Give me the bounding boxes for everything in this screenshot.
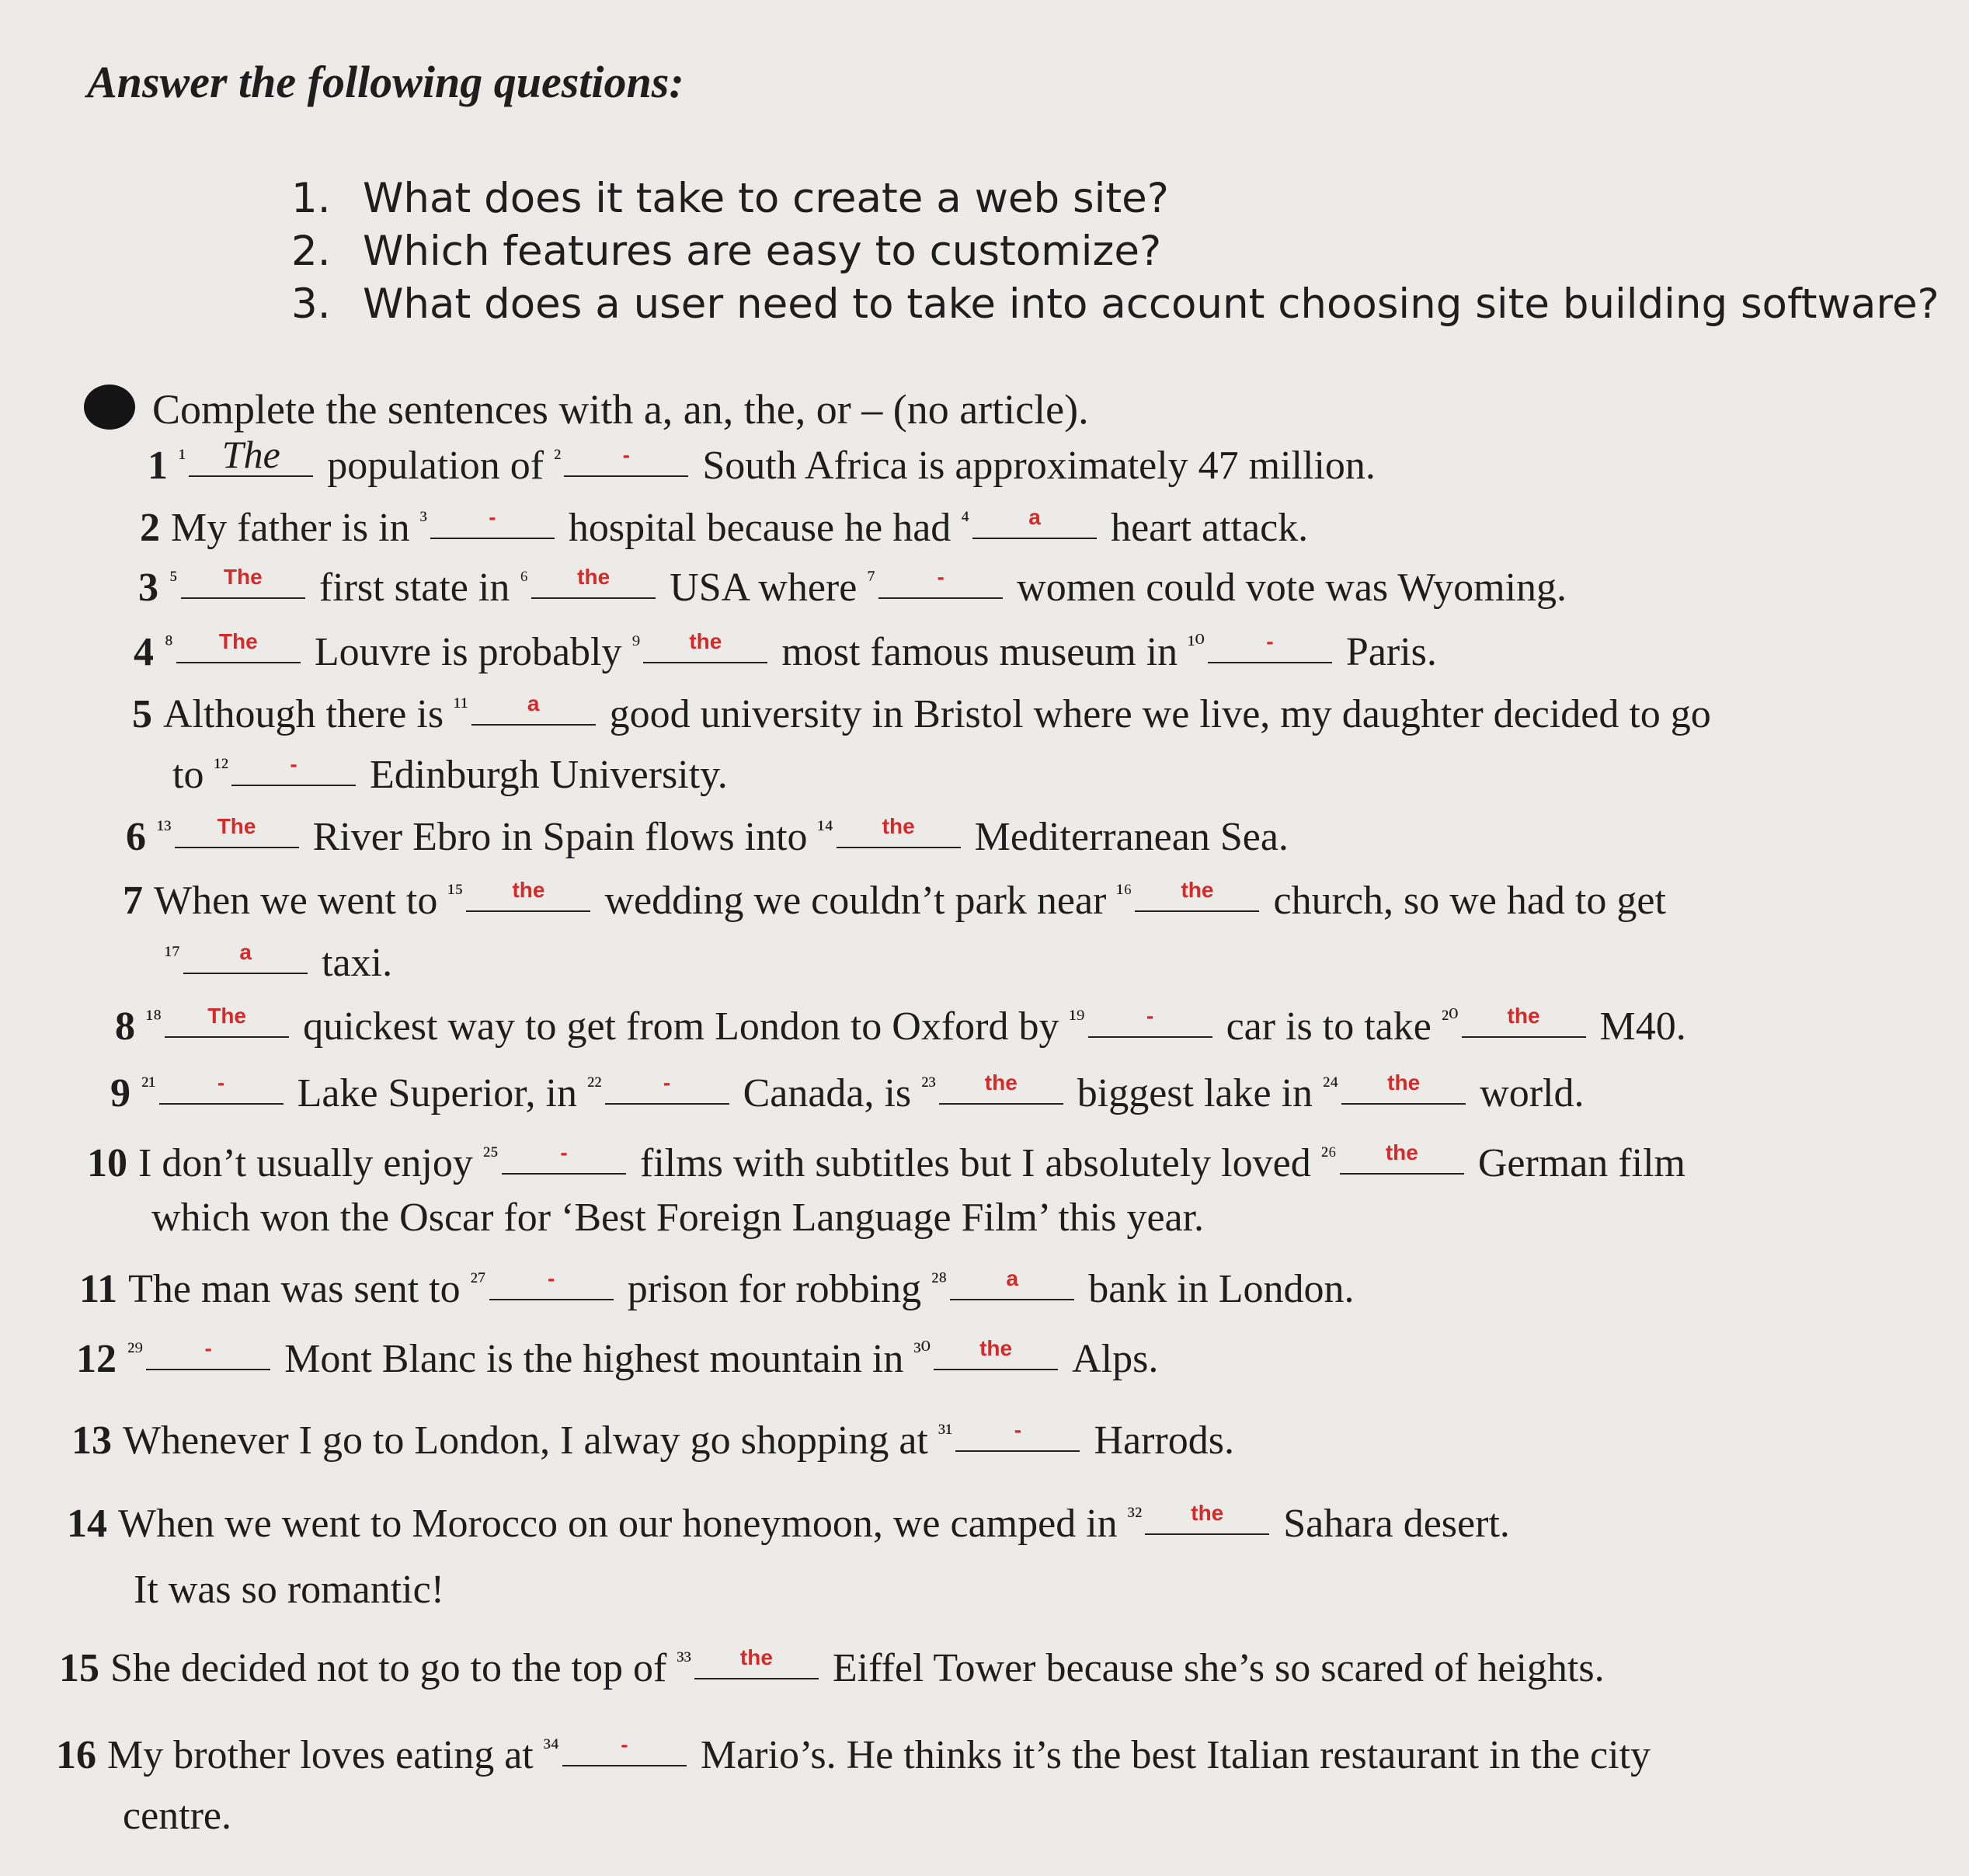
sentence-text: biggest lake in: [1077, 1071, 1324, 1116]
sentence-text: Eiffel Tower because she’s so scared of heights.: [832, 1646, 1605, 1690]
gap-number: ¹⁶: [1116, 879, 1132, 906]
sentence-text: Lake Superior, in: [297, 1071, 587, 1116]
sentence-text: Mario’s. He thinks it’s the best Italian restaurant in the city: [700, 1733, 1651, 1777]
gap-number: ³¹: [938, 1418, 953, 1446]
answer-text: a: [239, 940, 252, 964]
answer-text: -: [489, 505, 496, 529]
answer-text: the: [689, 629, 722, 653]
gap-number: ¹⁸: [146, 1004, 162, 1032]
item-number: 15: [59, 1646, 99, 1690]
sentence-text: German film: [1477, 1141, 1685, 1185]
answer-blank: [231, 752, 356, 786]
sentence-text: population of: [327, 444, 555, 488]
black-circle-bullet-icon: [84, 385, 135, 430]
answer-text: -: [560, 1140, 568, 1164]
exercise-line: [172, 752, 728, 798]
answer-blank: [643, 629, 767, 663]
exercise-line: [76, 1336, 1158, 1382]
sentence-text: which won the Oscar for ‘Best Foreign Language Film’ this year.: [151, 1196, 1205, 1240]
exercise-line: [140, 505, 1308, 551]
answer-blank: [430, 505, 555, 539]
sentence-text: She decided not to go to the top of: [110, 1646, 677, 1690]
gap-number: ⁹: [631, 630, 641, 657]
item-number: 16: [56, 1733, 96, 1777]
answer-text: the: [1385, 1140, 1418, 1164]
sentence-text: quickest way to get from London to Oxford by: [303, 1004, 1070, 1049]
sentence-text: to: [172, 753, 214, 797]
gap-number: ²: [554, 444, 562, 471]
exercise-line: [67, 1501, 1510, 1547]
answer-text: the: [739, 1645, 773, 1669]
exercise-line: [134, 629, 1437, 675]
answer-text: The: [218, 629, 258, 653]
sentence-text: I don’t usually enjoy: [138, 1141, 483, 1185]
answer-text: a: [1006, 1266, 1018, 1290]
item-number: 10: [87, 1141, 127, 1185]
gap-number: ¹⁴: [817, 815, 833, 842]
gap-number: ¹⁹: [1069, 1004, 1085, 1032]
answer-blank: [146, 1336, 270, 1370]
question-text: Which features are easy to customize?: [363, 228, 1162, 275]
sentence-text: films with subtitles but I absolutely loved: [640, 1141, 1321, 1185]
sentence-text: Alps.: [1072, 1337, 1159, 1381]
sentence-text: When we went to: [154, 879, 448, 923]
answer-text: the: [577, 565, 611, 589]
answer-blank: [1145, 1501, 1269, 1535]
sentence-text: Whenever I go to London, I alway go shopping at: [123, 1418, 938, 1463]
sentence-text: My brother loves eating at: [107, 1733, 544, 1777]
answer-blank: [189, 433, 313, 477]
sentence-text: bank in London.: [1088, 1267, 1355, 1311]
sentence-text: car is to take: [1226, 1004, 1442, 1049]
exercise-line: [115, 1004, 1686, 1049]
sentence-text: Louvre is probably: [314, 630, 632, 674]
gap-number: ¹⁷: [165, 941, 181, 968]
exercise-line: [71, 1418, 1234, 1464]
exercise-line: [123, 878, 1666, 924]
answer-blank: [531, 565, 656, 599]
sentence-text: My father is in: [171, 506, 420, 550]
sentence-text: church, so we had to get: [1273, 879, 1666, 923]
gap-number: ²⁵: [482, 1141, 499, 1168]
answer-blank: [694, 1645, 819, 1679]
answer-text: -: [622, 443, 630, 467]
exercise-line: [56, 1732, 1651, 1778]
gap-number: ⁴: [961, 506, 970, 533]
answer-text: the: [512, 878, 545, 902]
item-number: 13: [71, 1418, 112, 1463]
gap-number: ⁶: [520, 566, 529, 593]
gap-number: ²⁸: [931, 1267, 948, 1294]
answer-text: the: [1507, 1004, 1540, 1028]
answer-text: the: [984, 1070, 1018, 1095]
gap-number: ²³: [921, 1071, 936, 1098]
answer-blank: [165, 1004, 289, 1038]
exercise-line: [87, 1140, 1685, 1186]
gap-number: ¹²: [214, 753, 229, 780]
answer-blank: [1340, 1140, 1464, 1175]
sentence-text: Harrods.: [1094, 1418, 1234, 1463]
gap-number: ²²: [586, 1071, 602, 1098]
answer-blank: [950, 1266, 1074, 1300]
answer-blank: [159, 1070, 284, 1105]
gap-number: ²⁹: [127, 1337, 144, 1364]
exercise-line: [148, 433, 1376, 489]
gap-number: ¹: [179, 444, 186, 471]
answer-blank: [181, 565, 305, 599]
answer-blank: [489, 1266, 614, 1300]
question-item: [291, 228, 1939, 280]
answer-blank: [176, 629, 301, 663]
sentence-text: women could vote was Wyoming.: [1017, 566, 1567, 610]
gap-number: ³: [419, 506, 427, 533]
sentence-text: taxi.: [322, 941, 393, 985]
question-number: 2.: [291, 228, 331, 275]
answer-blank: [562, 1732, 687, 1766]
question-item: [291, 175, 1939, 228]
answer-text: the: [1181, 878, 1214, 902]
answer-text: -: [548, 1266, 555, 1290]
answer-blank: [502, 1140, 626, 1175]
sentence-text: The man was sent to: [128, 1267, 471, 1311]
answer-blank: [564, 443, 688, 477]
question-item: [291, 280, 1939, 333]
gap-number: ³⁴: [543, 1733, 559, 1760]
exercise-line: [134, 1567, 444, 1613]
gap-number: ¹³: [157, 815, 172, 842]
item-number: 12: [76, 1337, 117, 1381]
answer-text: a: [527, 691, 540, 715]
answer-blank: [939, 1070, 1063, 1105]
sentence-text: Although there is: [163, 692, 454, 736]
sentence-text: hospital because he had: [568, 506, 962, 550]
answer-text: -: [204, 1336, 212, 1360]
gap-number: ²⁰: [1441, 1004, 1459, 1032]
answer-text: a: [1028, 505, 1041, 529]
item-number: 9: [110, 1071, 130, 1116]
answer-text: the: [1387, 1070, 1421, 1095]
sentence-text: Canada, is: [743, 1071, 922, 1116]
gap-number: ²⁴: [1323, 1071, 1339, 1098]
item-number: 6: [126, 815, 146, 859]
answer-text: -: [621, 1732, 628, 1756]
answer-text: The: [207, 1004, 246, 1028]
answer-text: -: [217, 1070, 225, 1095]
question-text: What does a user need to take into account choosing site building software?: [363, 280, 1939, 328]
sentence-text: centre.: [123, 1794, 232, 1838]
sentence-text: River Ebro in Spain flows into: [312, 815, 818, 859]
answer-blank: [471, 691, 596, 726]
exercise-line: [132, 691, 1711, 737]
item-number: 8: [115, 1004, 135, 1049]
exercise-line: [126, 814, 1289, 860]
exercise-instruction-row: [84, 385, 1089, 433]
gap-number: ¹⁰: [1188, 630, 1205, 657]
answer-text: -: [1266, 629, 1274, 653]
sentence-text: heart attack.: [1111, 506, 1309, 550]
answer-text: -: [663, 1070, 671, 1095]
item-number: 4: [134, 630, 154, 674]
answer-blank: [878, 565, 1003, 599]
exercise-line: [151, 1195, 1204, 1241]
item-number: 7: [123, 879, 143, 923]
question-number: 1.: [291, 175, 331, 222]
item-number: 11: [79, 1267, 118, 1311]
answer-blank: [1208, 629, 1332, 663]
gap-number: ⁷: [867, 566, 876, 593]
question-number: 3.: [291, 280, 331, 328]
item-number: 5: [132, 692, 152, 736]
item-number: 14: [67, 1502, 107, 1546]
gap-number: ²¹: [141, 1071, 156, 1098]
answer-text: the: [882, 814, 915, 838]
exercise-line: [123, 1793, 231, 1839]
sentence-text: It was so romantic!: [134, 1568, 445, 1612]
answer-text: -: [290, 752, 297, 776]
answer-text: The: [217, 814, 256, 838]
answer-text: -: [937, 565, 944, 589]
sentence-text: South Africa is approximately 47 million.: [702, 444, 1376, 488]
sentence-text: Mediterranean Sea.: [974, 815, 1289, 859]
exercise-instruction: Complete the sentences with a, an, the, or – (no article).: [152, 386, 1089, 433]
gap-number: ³⁰: [913, 1337, 931, 1364]
sentence-text: wedding we couldn’t park near: [604, 879, 1117, 923]
answer-blank: [972, 505, 1097, 539]
gap-number: ⁸: [165, 630, 173, 657]
answer-blank: [1088, 1004, 1212, 1038]
exercise-line: [165, 940, 392, 986]
handwritten-answer: The: [221, 433, 280, 476]
sentence-text: world.: [1480, 1071, 1585, 1116]
gap-number: ³³: [677, 1646, 691, 1673]
answer-blank: [605, 1070, 729, 1105]
exercise-line: [138, 565, 1567, 611]
answer-text: the: [1191, 1501, 1224, 1525]
answer-blank: [837, 814, 961, 848]
item-number: 3: [138, 566, 158, 610]
question-text: What does it take to create a web site?: [363, 175, 1169, 222]
exercise-line: [59, 1645, 1605, 1691]
item-number: 1: [148, 444, 168, 488]
answer-blank: [175, 814, 299, 848]
answer-text: -: [1014, 1418, 1022, 1442]
gap-number: ¹⁵: [447, 879, 464, 906]
sentence-text: When we went to Morocco on our honeymoon, we camped in: [118, 1502, 1128, 1546]
answer-blank: [1462, 1004, 1586, 1038]
sentence-text: prison for robbing: [627, 1267, 932, 1311]
sentence-text: good university in Bristol where we live, my daughter decided to go: [609, 692, 1711, 736]
page-heading: Answer the following questions:: [87, 57, 684, 107]
answer-blank: [183, 940, 308, 974]
answer-text: -: [1146, 1004, 1154, 1028]
item-number: 2: [140, 506, 160, 550]
gap-number: ⁵: [169, 566, 178, 593]
exercise-line: [110, 1070, 1584, 1116]
answer-blank: [955, 1418, 1080, 1452]
gap-number: ³²: [1127, 1502, 1143, 1529]
sentence-text: M40.: [1599, 1004, 1686, 1049]
sentence-text: Sahara desert.: [1283, 1502, 1510, 1546]
sentence-text: Mont Blanc is the highest mountain in: [284, 1337, 914, 1381]
answer-blank: [1135, 878, 1259, 912]
exercise-line: [79, 1266, 1355, 1312]
answer-blank: [1341, 1070, 1466, 1105]
answer-blank: [934, 1336, 1058, 1370]
gap-number: ²⁷: [470, 1267, 486, 1294]
sentence-text: Paris.: [1345, 630, 1437, 674]
answer-text: the: [979, 1336, 1013, 1360]
sentence-text: Edinburgh University.: [370, 753, 728, 797]
question-list: [291, 175, 1939, 333]
gap-number: ¹¹: [454, 692, 468, 719]
sentence-text: USA where: [670, 566, 868, 610]
answer-text: The: [223, 565, 263, 589]
sentence-text: first state in: [318, 566, 520, 610]
sentence-text: most famous museum in: [781, 630, 1188, 674]
answer-blank: [466, 878, 590, 912]
gap-number: ²⁶: [1320, 1141, 1337, 1168]
